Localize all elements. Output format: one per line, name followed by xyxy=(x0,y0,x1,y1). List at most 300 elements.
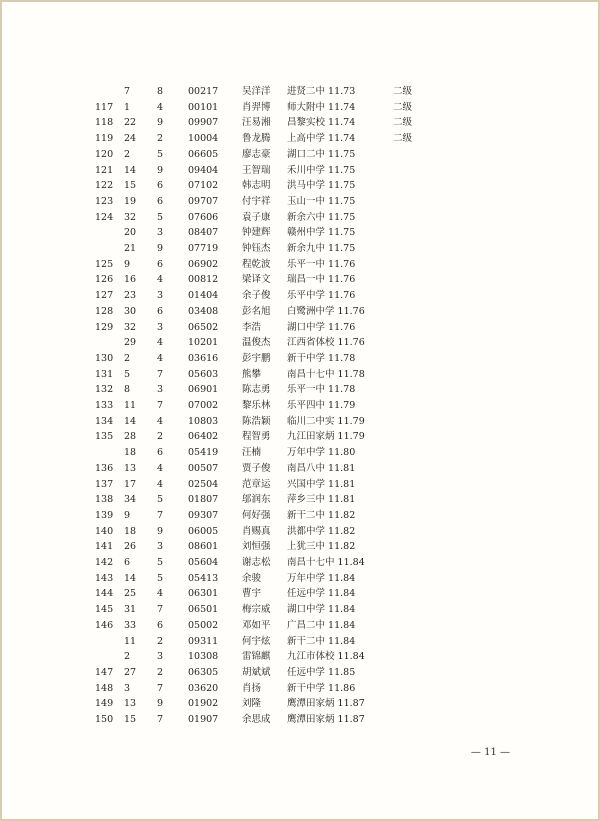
school-score-cell xyxy=(287,225,355,240)
name-cell: 梁译文 xyxy=(242,274,271,286)
no-cell: 30 xyxy=(124,305,137,317)
no-cell: 26 xyxy=(124,541,137,553)
grade-cell: 6 xyxy=(157,447,164,459)
name-cell: 陈浩颖 xyxy=(242,415,271,427)
school-name: 师大附中 xyxy=(287,101,326,113)
score-cell: 11.79 xyxy=(328,400,356,411)
name-cell: 韩志明 xyxy=(242,180,271,192)
no-cell: 17 xyxy=(124,478,137,490)
name-cell: 钟建辉 xyxy=(242,227,271,239)
no-cell: 14 xyxy=(124,415,137,427)
school-score-cell xyxy=(287,272,355,287)
score-cell: 11.82 xyxy=(328,509,356,521)
score-cell: 11.75 xyxy=(328,164,356,176)
score-cell: 11.79 xyxy=(337,431,365,443)
id-cell: 01907 xyxy=(188,714,219,725)
no-cell: 29 xyxy=(124,337,137,349)
id-cell: 09404 xyxy=(188,164,219,176)
id-cell: 09707 xyxy=(188,195,219,207)
school-score-cell xyxy=(287,429,365,444)
grade-cell: 4 xyxy=(157,462,164,474)
rank-cell: 123 xyxy=(95,195,114,207)
id-cell: 06501 xyxy=(188,604,219,616)
school-name: 新干二中 xyxy=(287,635,326,647)
school-score-cell xyxy=(287,320,355,335)
rank-cell: 117 xyxy=(95,101,114,113)
level-cell: 二级 xyxy=(393,86,413,97)
grade-cell: 6 xyxy=(157,619,164,631)
school-name: 新余六中 xyxy=(287,211,326,223)
school-name: 鹰潭田家炳 xyxy=(287,714,335,725)
id-cell: 07102 xyxy=(188,180,219,192)
no-cell: 34 xyxy=(124,494,137,506)
no-cell: 31 xyxy=(124,604,137,616)
rank-cell: 142 xyxy=(95,557,114,568)
id-cell: 06901 xyxy=(188,384,219,396)
school-name: 洪都中学 xyxy=(287,525,326,537)
rank-cell: 139 xyxy=(95,509,114,521)
school-score-cell xyxy=(287,100,355,115)
school-name: 临川二中实 xyxy=(287,415,335,427)
score-cell: 11.79 xyxy=(337,415,365,427)
name-cell: 彭宇鹏 xyxy=(242,352,271,364)
level-cell: 二级 xyxy=(393,101,413,113)
name-cell: 刘恒强 xyxy=(242,541,271,553)
school-name: 白鹭洲中学 xyxy=(287,305,335,317)
name-cell: 温俊杰 xyxy=(242,337,271,349)
id-cell: 09311 xyxy=(188,635,219,647)
no-cell: 2 xyxy=(124,148,131,160)
no-cell: 1 xyxy=(124,101,131,113)
score-cell: 11.84 xyxy=(328,604,356,616)
no-cell: 27 xyxy=(124,666,137,678)
score-cell: 11.82 xyxy=(328,541,356,553)
grade-cell: 2 xyxy=(157,431,164,443)
score-cell: 11.76 xyxy=(337,305,365,317)
school-score-cell xyxy=(287,147,355,162)
no-cell: 8 xyxy=(124,384,131,396)
school-name: 乐平一中 xyxy=(287,384,326,396)
school-score-cell xyxy=(287,634,355,649)
grade-cell: 6 xyxy=(157,180,164,192)
level-cell: 二级 xyxy=(393,117,413,129)
grade-cell: 8 xyxy=(157,86,164,97)
no-cell: 20 xyxy=(124,227,137,239)
grade-cell: 5 xyxy=(157,494,164,506)
no-cell: 9 xyxy=(124,509,131,521)
school-name: 进贤二中 xyxy=(287,86,326,97)
no-cell: 11 xyxy=(124,635,137,647)
name-cell: 何好强 xyxy=(242,509,271,521)
school-name: 赣州中学 xyxy=(287,227,326,239)
name-cell: 余思成 xyxy=(242,714,271,725)
grade-cell: 2 xyxy=(157,635,164,647)
id-cell: 00101 xyxy=(188,101,219,113)
school-score-cell xyxy=(287,194,355,209)
school-name: 乐平中学 xyxy=(287,290,326,302)
id-cell: 10803 xyxy=(188,415,219,427)
school-name: 上高中学 xyxy=(287,133,326,145)
id-cell: 01902 xyxy=(188,698,219,710)
name-cell: 袁子康 xyxy=(242,211,271,223)
name-cell: 王智瑞 xyxy=(242,164,271,176)
no-cell: 21 xyxy=(124,243,137,254)
id-cell: 06402 xyxy=(188,431,219,443)
school-score-cell xyxy=(287,163,355,178)
school-score-cell xyxy=(287,382,355,397)
grade-cell: 7 xyxy=(157,509,164,521)
school-score-cell xyxy=(287,335,365,350)
name-cell: 何宇炫 xyxy=(242,635,271,647)
no-cell: 6 xyxy=(124,557,131,568)
id-cell: 08601 xyxy=(188,541,219,553)
grade-cell: 4 xyxy=(157,274,164,286)
grade-cell: 3 xyxy=(157,651,164,663)
id-cell: 00217 xyxy=(188,86,219,97)
id-cell: 01807 xyxy=(188,494,219,506)
id-cell: 07002 xyxy=(188,400,219,411)
score-cell: 11.75 xyxy=(328,148,356,160)
school-score-cell xyxy=(287,210,355,225)
school-score-cell xyxy=(287,461,355,476)
id-cell: 02504 xyxy=(188,478,219,490)
name-cell: 邬润东 xyxy=(242,494,271,506)
rank-cell: 149 xyxy=(95,698,114,710)
rank-cell: 150 xyxy=(95,714,114,725)
grade-cell: 4 xyxy=(157,337,164,349)
id-cell: 10004 xyxy=(188,133,219,145)
school-name: 萍乡三中 xyxy=(287,494,326,506)
school-score-cell xyxy=(287,539,355,554)
score-cell: 11.78 xyxy=(328,352,356,364)
grade-cell: 9 xyxy=(157,164,164,176)
grade-cell: 4 xyxy=(157,101,164,113)
id-cell: 05413 xyxy=(188,572,219,584)
score-cell: 11.75 xyxy=(328,195,356,207)
school-name: 九江田家炳 xyxy=(287,431,335,443)
rank-cell: 132 xyxy=(95,384,114,396)
name-cell: 余子俊 xyxy=(242,290,271,302)
id-cell: 09307 xyxy=(188,509,219,521)
rank-cell: 129 xyxy=(95,321,114,333)
rank-cell: 147 xyxy=(95,666,114,678)
name-cell: 肖赐真 xyxy=(242,525,271,537)
school-score-cell xyxy=(287,492,355,507)
school-score-cell xyxy=(287,665,355,680)
grade-cell: 5 xyxy=(157,557,164,568)
rank-cell: 119 xyxy=(95,133,114,145)
rank-cell: 133 xyxy=(95,400,114,411)
school-score-cell xyxy=(287,712,365,727)
school-name: 湖口中学 xyxy=(287,321,326,333)
rank-cell: 120 xyxy=(95,148,114,160)
grade-cell: 3 xyxy=(157,227,164,239)
id-cell: 05603 xyxy=(188,368,219,380)
page-number: — 11 — xyxy=(470,747,510,758)
school-score-cell xyxy=(287,241,355,256)
id-cell: 07719 xyxy=(188,243,219,254)
school-name: 鹰潭田家炳 xyxy=(287,698,335,710)
score-cell: 11.87 xyxy=(337,698,365,710)
school-score-cell xyxy=(287,571,355,586)
school-name: 江西省体校 xyxy=(287,337,335,349)
grade-cell: 6 xyxy=(157,305,164,317)
school-score-cell xyxy=(287,618,355,633)
id-cell: 06502 xyxy=(188,321,219,333)
name-cell: 鲁龙腾 xyxy=(242,133,271,145)
grade-cell: 3 xyxy=(157,541,164,553)
id-cell: 10201 xyxy=(188,337,219,349)
school-name: 禾川中学 xyxy=(287,164,326,176)
no-cell: 3 xyxy=(124,682,131,694)
grade-cell: 3 xyxy=(157,384,164,396)
rank-cell: 128 xyxy=(95,305,114,317)
rank-cell: 144 xyxy=(95,588,114,600)
id-cell: 05419 xyxy=(188,447,219,459)
grade-cell: 5 xyxy=(157,572,164,584)
no-cell: 7 xyxy=(124,86,131,97)
name-cell: 付宇祥 xyxy=(242,195,271,207)
school-score-cell xyxy=(287,131,355,146)
id-cell: 03616 xyxy=(188,352,219,364)
school-score-cell xyxy=(287,115,355,130)
rank-cell: 141 xyxy=(95,541,114,553)
grade-cell: 9 xyxy=(157,243,164,254)
school-score-cell xyxy=(287,649,365,664)
school-score-cell xyxy=(287,367,365,382)
name-cell: 刘隆 xyxy=(242,698,262,710)
rank-cell: 146 xyxy=(95,619,114,631)
school-name: 广昌二中 xyxy=(287,619,326,631)
school-score-cell xyxy=(287,84,355,99)
score-cell: 11.74 xyxy=(328,101,356,113)
school-name: 乐平四中 xyxy=(287,400,326,411)
grade-cell: 5 xyxy=(157,148,164,160)
name-cell: 程智勇 xyxy=(242,431,271,443)
no-cell: 28 xyxy=(124,431,137,443)
name-cell: 肖羿博 xyxy=(242,101,271,113)
score-cell: 11.84 xyxy=(328,572,356,584)
score-cell: 11.76 xyxy=(328,290,356,302)
grade-cell: 7 xyxy=(157,604,164,616)
score-cell: 11.75 xyxy=(328,227,356,239)
score-cell: 11.81 xyxy=(328,462,356,474)
name-cell: 黎乐林 xyxy=(242,400,271,411)
level-cell: 二级 xyxy=(393,133,413,145)
school-name: 乐平一中 xyxy=(287,258,326,270)
grade-cell: 9 xyxy=(157,117,164,129)
id-cell: 00507 xyxy=(188,462,219,474)
rank-cell: 143 xyxy=(95,572,114,584)
school-score-cell xyxy=(287,178,355,193)
no-cell: 16 xyxy=(124,274,137,286)
grade-cell: 7 xyxy=(157,368,164,380)
name-cell: 吴洋洋 xyxy=(242,86,271,97)
name-cell: 汪易湘 xyxy=(242,117,271,129)
rank-cell: 121 xyxy=(95,164,114,176)
no-cell: 2 xyxy=(124,352,131,364)
name-cell: 谢志松 xyxy=(242,557,271,568)
rank-cell: 130 xyxy=(95,352,114,364)
school-name: 新干中学 xyxy=(287,682,326,694)
name-cell: 程乾波 xyxy=(242,258,271,270)
school-name: 南昌十七中 xyxy=(287,368,335,380)
grade-cell: 7 xyxy=(157,682,164,694)
rank-cell: 148 xyxy=(95,682,114,694)
rank-cell: 125 xyxy=(95,258,114,270)
score-cell: 11.81 xyxy=(328,478,356,490)
no-cell: 32 xyxy=(124,321,137,333)
school-name: 南昌八中 xyxy=(287,462,326,474)
school-score-cell xyxy=(287,477,355,492)
name-cell: 邓如平 xyxy=(242,619,271,631)
school-score-cell xyxy=(287,508,355,523)
rank-cell: 127 xyxy=(95,290,114,302)
no-cell: 18 xyxy=(124,447,137,459)
no-cell: 15 xyxy=(124,714,137,725)
score-cell: 11.74 xyxy=(328,133,356,145)
id-cell: 05604 xyxy=(188,557,219,568)
score-cell: 11.84 xyxy=(328,588,356,600)
no-cell: 15 xyxy=(124,180,137,192)
name-cell: 肖扬 xyxy=(242,682,262,694)
name-cell: 熊攀 xyxy=(242,368,262,380)
school-name: 兴国中学 xyxy=(287,478,326,490)
name-cell: 梅宗威 xyxy=(242,604,271,616)
no-cell: 32 xyxy=(124,211,137,223)
rank-cell: 122 xyxy=(95,180,114,192)
score-cell: 11.73 xyxy=(328,86,356,97)
rank-cell: 124 xyxy=(95,211,114,223)
no-cell: 24 xyxy=(124,133,137,145)
id-cell: 06605 xyxy=(188,148,219,160)
score-cell: 11.87 xyxy=(337,714,365,725)
school-score-cell xyxy=(287,288,355,303)
no-cell: 18 xyxy=(124,525,137,537)
grade-cell: 3 xyxy=(157,321,164,333)
school-name: 九江市体校 xyxy=(287,651,335,663)
score-cell: 11.84 xyxy=(328,635,356,647)
grade-cell: 4 xyxy=(157,478,164,490)
name-cell: 陈志勇 xyxy=(242,384,271,396)
grade-cell: 3 xyxy=(157,290,164,302)
score-cell: 11.76 xyxy=(328,321,356,333)
score-cell: 11.86 xyxy=(328,682,356,694)
school-score-cell xyxy=(287,586,355,601)
id-cell: 08407 xyxy=(188,227,219,239)
rank-cell: 131 xyxy=(95,368,114,380)
score-cell: 11.76 xyxy=(328,274,356,286)
name-cell: 汪楠 xyxy=(242,447,262,459)
school-score-cell xyxy=(287,445,355,460)
grade-cell: 4 xyxy=(157,352,164,364)
grade-cell: 7 xyxy=(157,400,164,411)
no-cell: 14 xyxy=(124,572,137,584)
school-name: 昌黎实校 xyxy=(287,117,326,129)
no-cell: 9 xyxy=(124,258,131,270)
rank-cell: 134 xyxy=(95,415,114,427)
school-score-cell xyxy=(287,398,355,413)
school-name: 新干中学 xyxy=(287,352,326,364)
school-name: 上犹三中 xyxy=(287,541,326,553)
score-cell: 11.82 xyxy=(328,525,356,537)
no-cell: 14 xyxy=(124,164,137,176)
school-name: 新余九中 xyxy=(287,243,326,254)
school-name: 新干二中 xyxy=(287,509,326,521)
school-name: 南昌十七中 xyxy=(287,557,335,568)
no-cell: 5 xyxy=(124,368,131,380)
rank-cell: 126 xyxy=(95,274,114,286)
school-score-cell xyxy=(287,257,355,272)
no-cell: 33 xyxy=(124,619,137,631)
no-cell: 13 xyxy=(124,462,137,474)
grade-cell: 9 xyxy=(157,525,164,537)
name-cell: 廖志豪 xyxy=(242,148,271,160)
id-cell: 06005 xyxy=(188,525,219,537)
no-cell: 19 xyxy=(124,195,137,207)
name-cell: 胡斌斌 xyxy=(242,666,271,678)
name-cell: 彭名旭 xyxy=(242,305,271,317)
school-score-cell xyxy=(287,414,365,429)
name-cell: 余骏 xyxy=(242,572,262,584)
score-cell: 11.75 xyxy=(328,211,356,223)
grade-cell: 2 xyxy=(157,666,164,678)
score-cell: 11.80 xyxy=(328,447,356,459)
rank-cell: 137 xyxy=(95,478,114,490)
school-score-cell xyxy=(287,524,355,539)
score-cell: 11.84 xyxy=(337,651,365,663)
rank-cell: 138 xyxy=(95,494,114,506)
school-score-cell xyxy=(287,681,355,696)
no-cell: 13 xyxy=(124,698,137,710)
school-score-cell xyxy=(287,696,365,711)
score-cell: 11.75 xyxy=(328,243,356,254)
rank-cell: 145 xyxy=(95,604,114,616)
name-cell: 钟钰杰 xyxy=(242,243,271,254)
school-name: 万年中学 xyxy=(287,572,326,584)
no-cell: 11 xyxy=(124,400,137,411)
grade-cell: 9 xyxy=(157,698,164,710)
id-cell: 06301 xyxy=(188,588,219,600)
school-name: 湖口二中 xyxy=(287,148,326,160)
grade-cell: 4 xyxy=(157,588,164,600)
score-cell: 11.78 xyxy=(337,368,365,380)
school-score-cell xyxy=(287,351,355,366)
no-cell: 23 xyxy=(124,290,137,302)
grade-cell: 4 xyxy=(157,415,164,427)
id-cell: 03620 xyxy=(188,682,219,694)
name-cell: 雷锦麒 xyxy=(242,651,271,663)
school-name: 玉山一中 xyxy=(287,195,326,207)
school-name: 任远中学 xyxy=(287,666,326,678)
score-cell: 11.75 xyxy=(328,180,356,192)
id-cell: 07606 xyxy=(188,211,219,223)
id-cell: 01404 xyxy=(188,290,219,302)
no-cell: 2 xyxy=(124,651,131,663)
name-cell: 曹宇 xyxy=(242,588,262,600)
score-cell: 11.78 xyxy=(328,384,356,396)
score-cell: 11.81 xyxy=(328,494,356,506)
grade-cell: 7 xyxy=(157,714,164,725)
grade-cell: 2 xyxy=(157,133,164,145)
score-cell: 11.84 xyxy=(328,619,356,631)
id-cell: 06305 xyxy=(188,666,219,678)
score-cell: 11.85 xyxy=(328,666,356,678)
grade-cell: 6 xyxy=(157,195,164,207)
school-name: 任远中学 xyxy=(287,588,326,600)
school-name: 湖口中学 xyxy=(287,604,326,616)
rank-cell: 136 xyxy=(95,462,114,474)
